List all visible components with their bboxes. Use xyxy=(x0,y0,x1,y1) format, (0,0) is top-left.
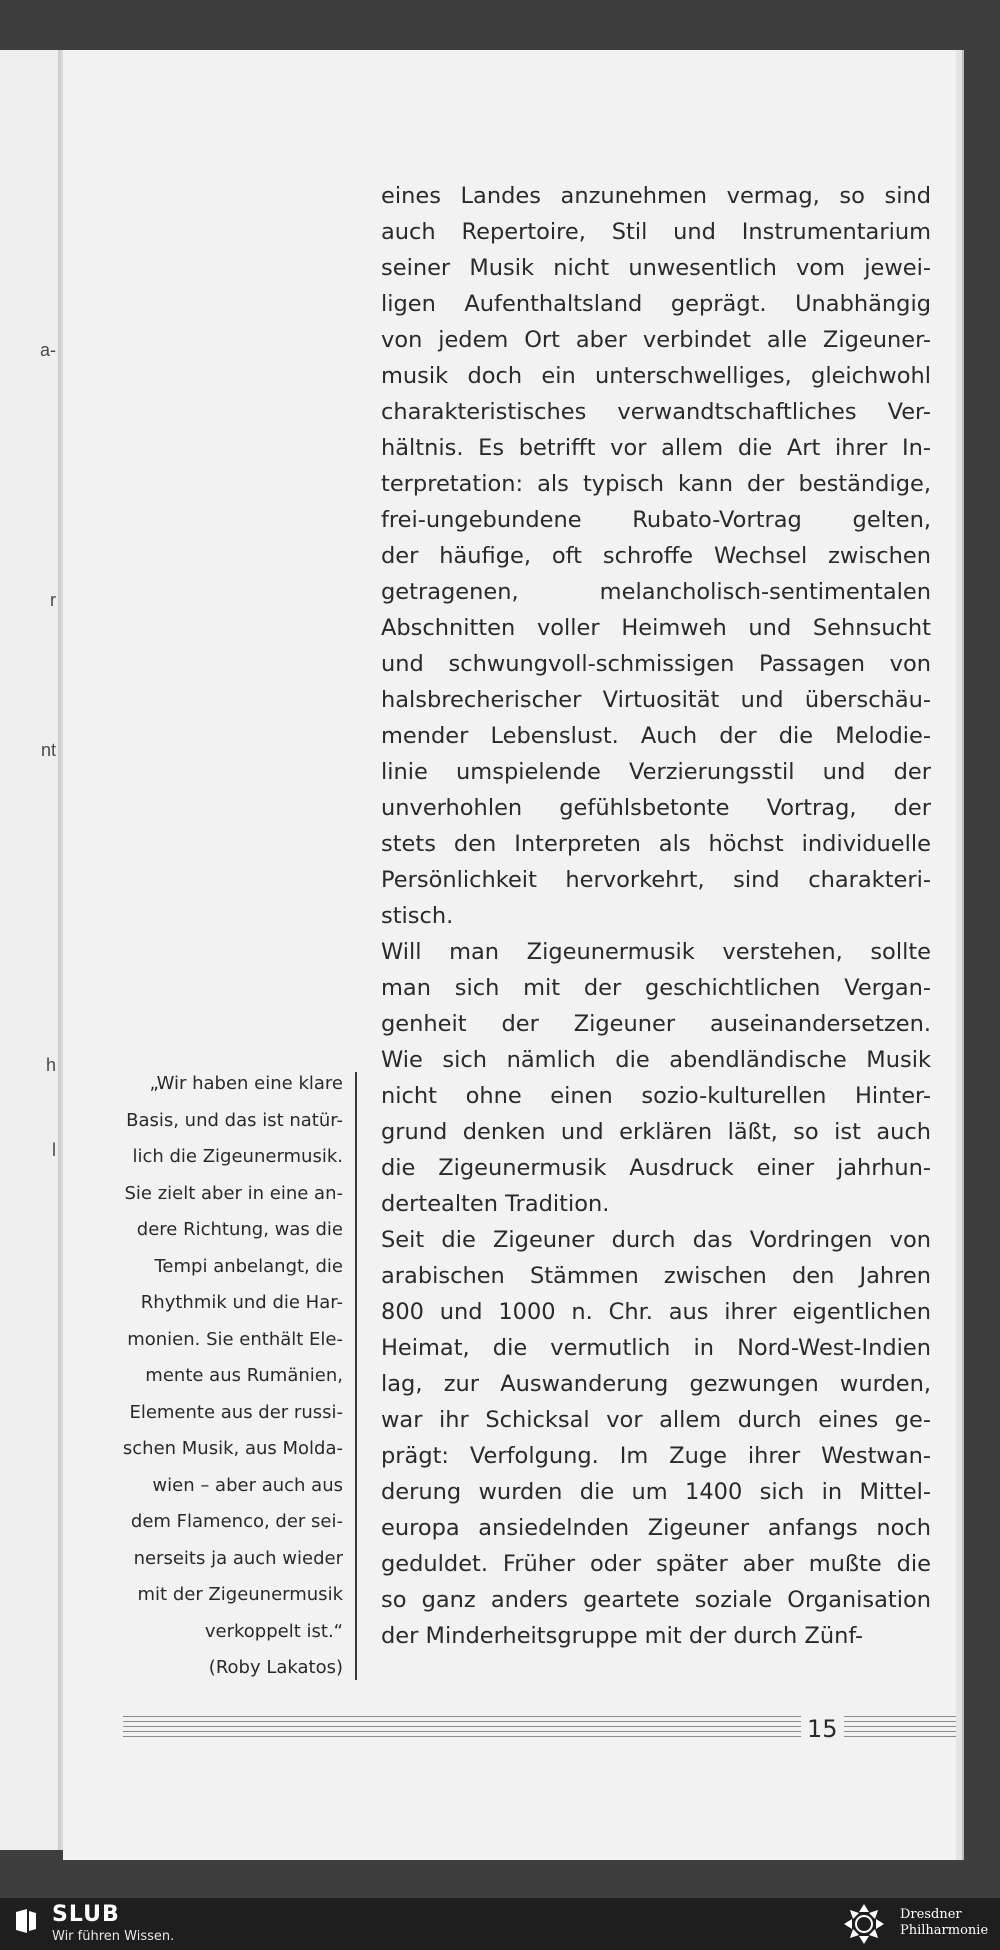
text-line: nicht ohne einen sozio-kulturellen Hinter- xyxy=(381,1083,931,1109)
partner-name[interactable] xyxy=(900,1907,988,1939)
text-line: auch Repertoire, Stil und Instrumentarium xyxy=(381,219,931,245)
page-number: 15 xyxy=(801,1715,844,1743)
quote-line: dere Richtung, was die xyxy=(136,1219,343,1240)
quote-line: wien – aber auch aus xyxy=(152,1474,343,1496)
quote-line: lich die Zigeunermusik. xyxy=(132,1146,343,1167)
text-line: eines Landes anzunehmen vermag, so sind xyxy=(381,183,931,209)
quote-line: verkoppelt ist.“ xyxy=(204,1620,343,1642)
dresdner-philharmonie-logo-icon[interactable] xyxy=(842,1902,886,1946)
text-line: ligen Aufenthaltsland geprägt. Unabhängig xyxy=(381,291,931,317)
quote-line: „Wir haben eine klare xyxy=(149,1073,343,1094)
text-line: und schwungvoll-schmissigen Passagen von xyxy=(381,651,931,677)
text-line: europa ansiedelnden Zigeuner anfangs noch xyxy=(381,1515,931,1541)
text-line: man sich mit der geschichtlichen Vergan- xyxy=(381,975,931,1001)
library-footer-bar xyxy=(0,1898,1000,1950)
text-line: die Zigeunermusik Ausdruck einer jahrhun- xyxy=(381,1155,931,1181)
text-line: charakteristisches verwandtschaftliches Ver- xyxy=(381,399,931,425)
text-line: von jedem Ort aber verbindet alle Zigeuner- xyxy=(381,327,931,353)
left-page-fragment: r xyxy=(50,590,56,610)
library-name[interactable]: SLUB xyxy=(52,1902,120,1927)
quote-line: Elemente aus der russi- xyxy=(129,1401,343,1423)
left-page-fragment: h xyxy=(45,1055,56,1075)
text-line: war ihr Schicksal vor allem durch eines ge- xyxy=(381,1407,931,1433)
quote-divider-rule xyxy=(355,1072,357,1680)
text-line: so ganz anders geartete soziale Organisation xyxy=(381,1587,931,1613)
text-line: stisch. xyxy=(381,903,454,929)
text-line: dertealten Tradition. xyxy=(381,1191,610,1217)
quote-line: schen Musik, aus Molda- xyxy=(122,1438,343,1459)
page-15 xyxy=(63,50,956,1860)
left-page-fragment: l xyxy=(52,1140,56,1160)
text-line: Wie sich nämlich die abendländische Musik xyxy=(381,1047,931,1073)
text-line: mender Lebenslust. Auch der die Melodie- xyxy=(381,723,931,749)
text-line: Will man Zigeunermusik verstehen, sollte xyxy=(381,939,931,965)
quote-line: (Roby Lakatos) xyxy=(208,1657,343,1678)
text-line: terpretation: als typisch kann der beständige, xyxy=(381,471,931,497)
text-line: unverhohlen gefühlsbetonte Vortrag, der xyxy=(381,795,931,821)
quote-line: Rhythmik und die Har- xyxy=(140,1292,343,1313)
text-line: Seit die Zigeuner durch das Vordringen von xyxy=(381,1227,931,1253)
library-slogan: Wir führen Wissen. xyxy=(52,1929,175,1944)
text-line: frei-ungebundene Rubato-Vortrag gelten, xyxy=(381,507,931,533)
main-text-column xyxy=(381,178,931,1654)
left-page-fragment: nt xyxy=(40,740,56,760)
text-line: Abschnitten voller Heimweh und Sehnsucht xyxy=(381,615,931,641)
text-line: geduldet. Früher oder später aber mußte die xyxy=(381,1551,931,1577)
quote-line: mit der Zigeunermusik xyxy=(137,1584,343,1605)
text-line: 800 und 1000 n. Chr. aus ihrer eigentlichen xyxy=(381,1299,931,1325)
text-line: arabischen Stämmen zwischen den Jahren xyxy=(381,1263,931,1289)
text-line: halsbrecherischer Virtuosität und überschäu- xyxy=(381,687,931,713)
slub-logo-icon[interactable] xyxy=(14,1908,38,1934)
quote-line: mente aus Rumänien, xyxy=(145,1365,343,1386)
quote-line: Tempi anbelangt, die xyxy=(154,1255,343,1277)
text-line: derung wurden die um 1400 sich in Mittel- xyxy=(381,1479,931,1505)
partner-name-line1: Dresdner xyxy=(900,1907,962,1922)
text-line: genheit der Zigeuner auseinandersetzen. xyxy=(381,1011,931,1037)
text-line: Persönlichkeit hervorkehrt, sind charakteri- xyxy=(381,867,931,893)
text-line: der häufige, oft schroffe Wechsel zwischen xyxy=(381,543,931,569)
text-line: musik doch ein unterschwelliges, gleichwohl xyxy=(381,363,931,389)
text-line: seiner Musik nicht unwesentlich vom jewei- xyxy=(381,255,931,281)
text-line: grund denken und erklären läßt, so ist auch xyxy=(381,1119,931,1145)
text-line: hältnis. Es betrifft vor allem die Art ihrer In- xyxy=(381,435,931,461)
text-line: der Minderheitsgruppe mit der durch Zünf- xyxy=(381,1623,864,1649)
left-page-fragment: a- xyxy=(39,340,56,360)
text-line: stets den Interpreten als höchst individuelle xyxy=(381,831,931,857)
text-line: lag, zur Auswanderung gezwungen wurden, xyxy=(381,1371,931,1397)
text-line: linie umspielende Verzierungsstil und der xyxy=(381,759,931,785)
text-line: Heimat, die vermutlich in Nord-West-Indien xyxy=(381,1335,931,1361)
sidebar-quote xyxy=(103,1066,343,1687)
quote-line: nerseits ja auch wieder xyxy=(133,1547,343,1569)
quote-line: Basis, und das ist natür- xyxy=(126,1109,343,1131)
left-page-edge xyxy=(0,50,61,1850)
quote-line: dem Flamenco, der sei- xyxy=(130,1511,343,1532)
quote-line: Sie zielt aber in eine an- xyxy=(124,1182,343,1204)
partner-name-line2: Philharmonie xyxy=(900,1923,989,1938)
text-line: getragenen, melancholisch-sentimentalen xyxy=(381,579,931,605)
quote-line: monien. Sie enthält Ele- xyxy=(127,1328,343,1350)
text-line: prägt: Verfolgung. Im Zuge ihrer Westwan- xyxy=(381,1443,931,1469)
